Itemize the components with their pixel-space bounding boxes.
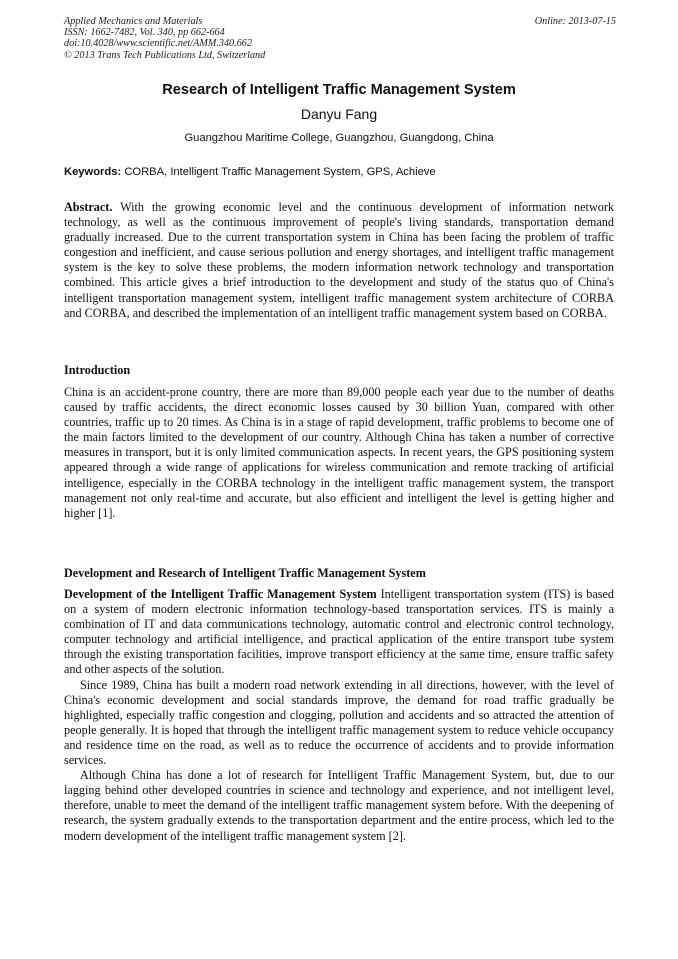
abstract xyxy=(64,200,614,321)
keywords-text: CORBA, Intelligent Traffic Management System, GPS, Achieve xyxy=(124,166,436,178)
development-body xyxy=(64,587,614,844)
introduction-body xyxy=(64,385,614,521)
keywords xyxy=(64,166,616,178)
development-subheading: Development of the Intelligent Traffic Management System xyxy=(64,587,377,601)
paper-title: Research of Intelligent Traffic Management System xyxy=(162,82,516,98)
copyright-line: © 2013 Trans Tech Publications Ltd, Switzerland xyxy=(64,49,266,61)
development-p2: Since 1989, China has built a modern road network extending in all directions, however, with the level of China's economic development and social standards improve, the demand for road traffic gradually be highlighted, especially traffic congestion and clogging, pollution and accidents and so attracted the attention of people generally. It is hoped that through the intelligent traffic management system to reduce vehicle occupancy and residence time on the road, as well as to reduce the occurrence of accidents and to provide information services. xyxy=(64,677,614,768)
development-p1: Intelligent transportation system (ITS) is based on a system of modern electronic information technology-based transportation services. ITS is mainly a combination of IT and data communications technology, automatic control and electronic control technology, computer technology and artificial intelligence, and practical application of the entire transport tube system through the existing transportation facilities, improve transport efficiency at the same time, ensure traffic safety and other aspects of the solution. xyxy=(64,587,615,677)
keywords-label: Keywords: xyxy=(64,166,122,178)
journal-header xyxy=(64,16,616,61)
abstract-text: With the growing economic level and the continuous development of information network technology, as well as the continuous improvement of people's living standards, transportation demand gradually increased. Due to the current transportation system in China has been facing the problem of traffic congestion and inefficient, and cause serious pollution and energy shortages, and intelligent traffic management system is the key to solve these problems, the modern information network technology and transportation combined. This article gives a brief introduction to the development and study of the status quo of China's intelligent transportation management system, intelligent traffic management system architecture of CORBA and CORBA, and described the implementation of an intelligent traffic management system based on CORBA. xyxy=(64,200,614,320)
affiliation: Guangzhou Maritime College, Guangzhou, Guangdong, China xyxy=(184,132,494,144)
author-name: Danyu Fang xyxy=(300,106,378,122)
journal-name: Applied Mechanics and Materials xyxy=(64,16,203,27)
introduction-text: China is an accident-prone country, there are more than 89,000 people each year due to the number of deaths caused by traffic accidents, the direct economic losses caused by 30 billion Yuan, compared with other countries, traffic up to 20 times. As China is in a stage of rapid development, traffic problems to become one of the main factors limited to the development of our country. Although China has taken a number of corrective measures in transport, but it is only limited communication aspects. In recent years, the GPS positioning system appeared through a wide range of applications for wireless communication and remote tracking of artificial intelligence, especially in the CORBA technology in the intelligent traffic management system, the transport management not only real-time and accurate, but also efficient and intelligent the level is getting higher and higher [1]. xyxy=(64,385,614,520)
development-heading: Development and Research of Intelligent Traffic Management System xyxy=(64,566,426,580)
issn-line: ISSN: 1662-7482, Vol. 340, pp 662-664 xyxy=(64,27,225,39)
online-date: Online: 2013-07-15 xyxy=(534,16,616,27)
abstract-label: Abstract. xyxy=(64,200,113,214)
introduction-heading: Introduction xyxy=(64,363,131,377)
doi-line: doi:10.4028/www.scientific.net/AMM.340.662 xyxy=(64,38,252,50)
development-p3: Although China has done a lot of research for Intelligent Traffic Management System, but, due to our lagging behind other developed countries in science and technology and experience, and not intelligent level, therefore, unable to meet the demand of the intelligent traffic management system before. With the deepening of research, the system gradually extends to the transportation department and the entire process, which led to the modern development of the intelligent traffic management system [2]. xyxy=(64,768,614,843)
